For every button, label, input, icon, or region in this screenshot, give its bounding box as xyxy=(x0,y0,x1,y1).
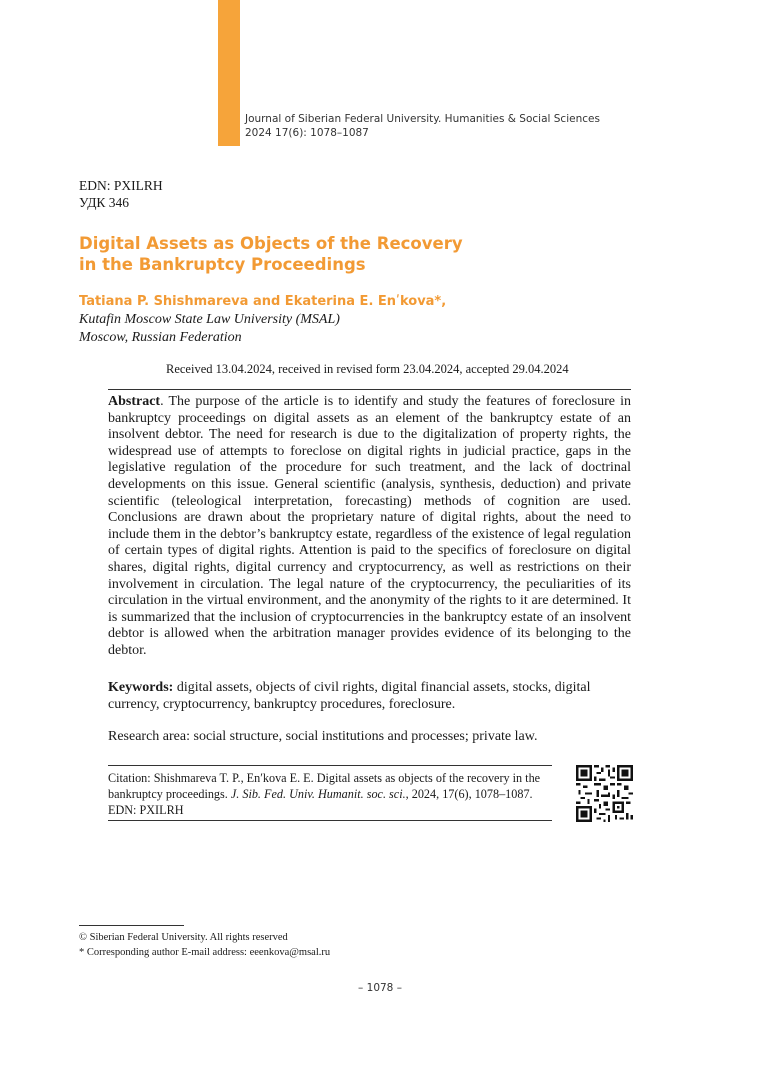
research-area: Research area: social structure, social institutions and processes; private law. xyxy=(108,729,538,744)
authors: Tatiana P. Shishmareva and Ekaterina E. Enʹkova*, xyxy=(79,294,447,309)
affiliation xyxy=(79,311,340,346)
keywords xyxy=(108,680,631,713)
article-title xyxy=(79,233,463,275)
abstract-top-rule xyxy=(108,389,631,390)
journal-header xyxy=(245,113,600,140)
article-identifiers xyxy=(79,177,163,211)
edn-code: EDN: PXILRH xyxy=(79,178,163,193)
received-dates: Received 13.04.2024, received in revised form 23.04.2024, accepted 29.04.2024 xyxy=(166,362,569,376)
citation-edn: EDN: PXILRH xyxy=(108,803,184,817)
affiliation-institution: Kutafin Moscow State Law University (MSAL) xyxy=(79,312,340,327)
citation-volume: , 2024, 17(6), 1078–1087. xyxy=(405,787,533,801)
header-accent-bar xyxy=(218,0,240,146)
citation-top-rule xyxy=(108,765,552,766)
footnote-rule xyxy=(79,925,184,926)
abstract-label: Abstract xyxy=(108,394,161,409)
journal-issue: 2024 17(6): 1078–1087 xyxy=(245,126,369,139)
keywords-label: Keywords: xyxy=(108,680,174,695)
corresponding-author-note: * Corresponding author E-mail address: eeenkova@msal.ru xyxy=(79,947,331,958)
title-line-1: Digital Assets as Objects of the Recovery xyxy=(79,234,463,253)
abstract-text: . The purpose of the article is to identify and study the features of foreclosure in bankruptcy proceedings on digital assets as an element of the bankruptcy estate of an insolvent debtor. The need for research is due to the digitalization of property rights, the widespread use of attempts to foreclose on digital rights in judicial practice, gaps in the legislative regulation of the procedure for such treatment, and the lack of doctrinal developments on this issue. General scientific (analysis, synthesis, deduction) and private scientific (teleological interpretation, forecasting) methods of cognition are used. Conclusions are drawn about the proprietary nature of digital rights, about the need to include them in the debtor’s bankruptcy estate, regardless of the existence of legal regulation of certain types of digital rights. Attention is paid to the specifics of foreclosure on digital shares, digital rights, digital currency and cryptocurrency, as well as restrictions on their involvement in circulation. The legal nature of the cryptocurrency, the peculiarities of its circulation in the virtual environment, and the anonymity of the rights to it are determined. It is summarized that the inclusion of cryptocurrencies in the bankruptcy estate of an insolvent debtor is allowed when the arbitration manager provides evidence of its belonging to the debtor. xyxy=(108,394,631,658)
affiliation-location: Moscow, Russian Federation xyxy=(79,329,242,345)
citation-journal: J. Sib. Fed. Univ. Humanit. soc. sci. xyxy=(230,787,406,801)
abstract xyxy=(108,394,631,660)
citation xyxy=(108,770,552,818)
copyright-note: © Siberian Federal University. All rights reserved xyxy=(79,932,288,943)
citation-bottom-rule xyxy=(108,820,552,821)
footnotes xyxy=(79,930,330,960)
journal-name: Journal of Siberian Federal University. Humanities & Social Sciences xyxy=(245,113,600,125)
keywords-text: digital assets, objects of civil rights, digital financial assets, stocks, digital currency, cryptocurrency, bankruptcy procedures, foreclosure. xyxy=(108,680,591,712)
udk-code: УДК 346 xyxy=(79,195,130,210)
qr-code-icon[interactable] xyxy=(576,765,633,822)
citation-authors-title: Citation: Shishmareva T. P., Enʹkova E. E. Digital assets as objects of the recovery in the bankruptcy proceedings. xyxy=(108,771,541,801)
title-line-2: in the Bankruptcy Proceedings xyxy=(79,255,366,274)
page-number: – 1078 – xyxy=(358,982,402,994)
